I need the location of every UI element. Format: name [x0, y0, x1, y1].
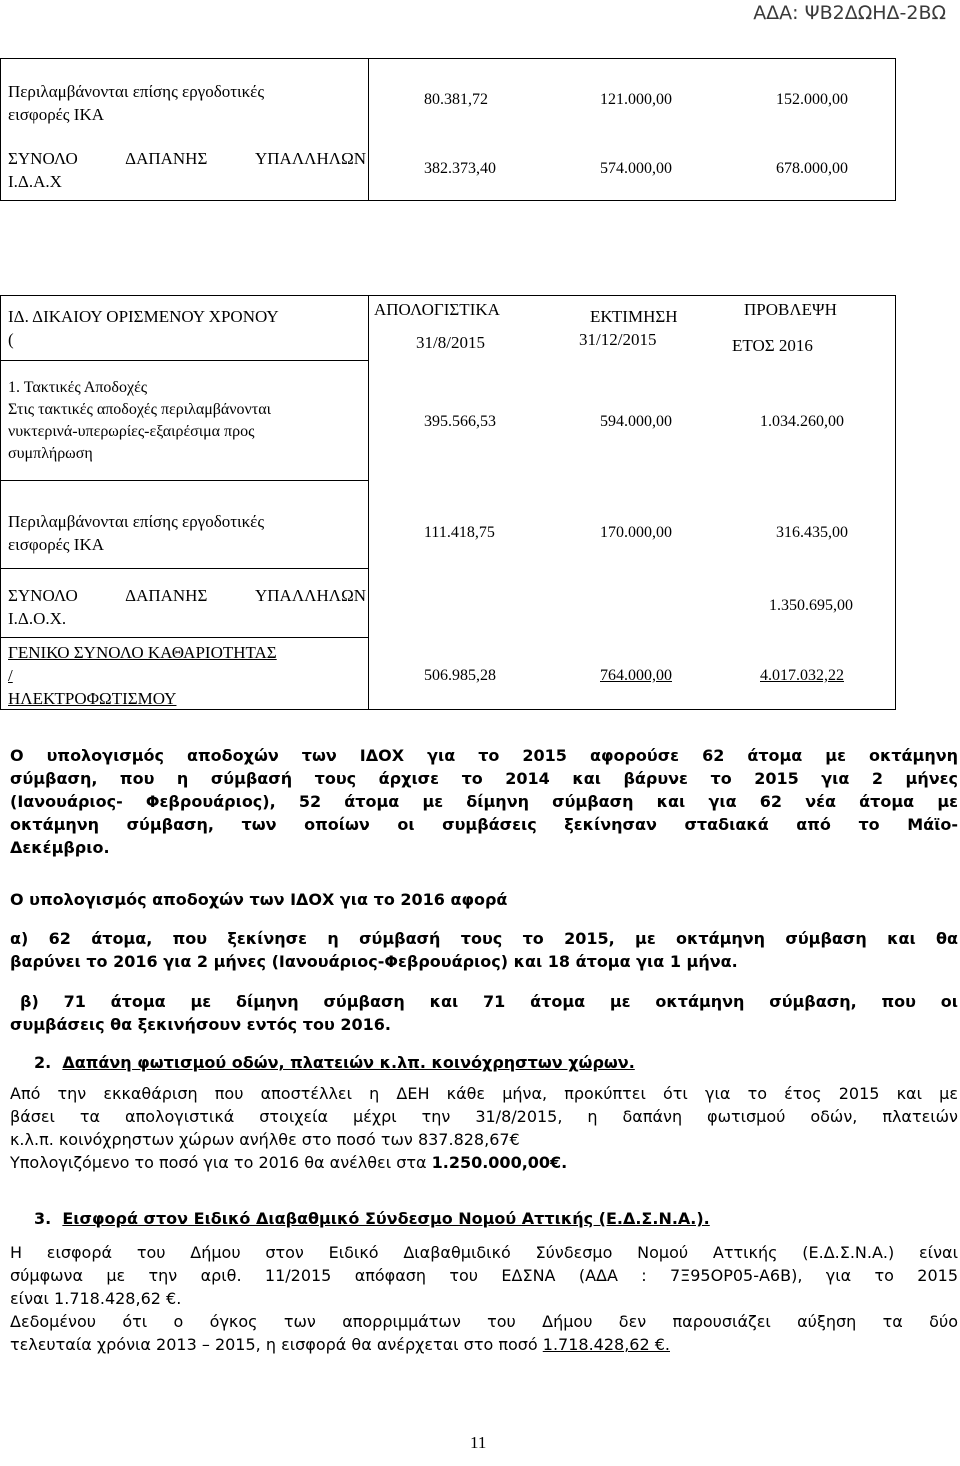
paragraph-item-b: β) 71 άτομα με δίμηνη σύμβαση και 71 άτομα με οκτάμηνη σύμβαση, που οι συμβάσεις θα ξεκινήσουν εντός του 2016. — [10, 992, 958, 1034]
idax-actual-value: 382.373,40 — [424, 160, 496, 177]
col-header-actual-date: 31/8/2015 — [416, 333, 485, 352]
regular-pay-estimate: 594.000,00 — [600, 413, 672, 430]
regular-pay-forecast: 1.034.260,00 — [760, 413, 844, 430]
paragraph-edsna-details: Η εισφορά του Δήμου στον Ειδικό Διαβαθμιδικό Σύνδεσμο Νομού Αττικής (Ε.Δ.Σ.Ν.Α.) είναι σύμφωνα με την αριθ. 11/2015 απόφαση του ΕΔΣΝΑ (ΑΔΑ : 7Ξ95ΟΡ05-Α6Β), για το 2015 είναι 1.718.428,62 €. Δεδομένου ότι ο όγκος των απορριμμάτων του Δήμου δεν παρουσιάζει αύξηση τα δύο τελευταία χρόνια 2013 – 2015, η εισφορά θα ανέρχεται στο ποσό 1.718.428,62 €. — [10, 1243, 958, 1354]
row-grand-total-label: ΓΕΝΙΚΟ ΣΥΝΟΛΟ ΚΑΘΑΡΙΟΤΗΤΑΣ / ΗΛΕΚΤΡΟΦΩΤΙΣΜΟΥ — [8, 643, 277, 708]
idox-ika-actual: 111.418,75 — [424, 524, 495, 541]
idox-total-forecast: 1.350.695,00 — [769, 597, 853, 614]
paragraph-item-a: α) 62 άτομα, που ξεκίνησε η σύμβασή τους το 2015, με οκτάμηνη σύμβαση και θα βαρύνει το 2016 για 2 μήνες (Ιανουάριος-Φεβρουάριος) και 18 άτομα για 1 μήνα. — [10, 929, 958, 971]
table-row-ika-label: Περιλαμβάνονται επίσης εργοδοτικές εισφορές ΙΚΑ — [8, 82, 265, 124]
idax-estimate-value: 574.000,00 — [600, 160, 672, 177]
row-regular-pay-label: 1. Τακτικές Αποδοχές Στις τακτικές αποδοχές περιλαμβάνονται νυκτερινά-υπερωρίες-εξαιρέσιμα προς συμπλήρωση — [8, 379, 271, 462]
ika-actual-value: 80.381,72 — [424, 91, 488, 108]
paragraph-idox-2016-intro: Ο υπολογισμός αποδοχών των ΙΔΟΧ για το 2016 αφορά — [10, 890, 508, 909]
table-row-total-idax-label: ΣΥΝΟΛΟ ΔΑΠΑΝΗΣ ΥΠΑΛΛΗΛΩΝ Ι.Δ.Α.Χ — [8, 149, 366, 191]
regular-pay-actual: 395.566,53 — [424, 413, 496, 430]
col-header-forecast: ΠΡΟΒΛΕΨΗ — [744, 300, 837, 319]
row-total-idox-label: ΣΥΝΟΛΟ ΔΑΠΑΝΗΣ ΥΠΑΛΛΗΛΩΝ Ι.Δ.Ο.Χ. — [8, 586, 366, 628]
col-header-actual: ΑΠΟΛΟΓΙΣΤΙΚΑ — [374, 300, 500, 319]
col-header-forecast-year: ΕΤΟΣ 2016 — [732, 336, 813, 355]
ika-estimate-value: 121.000,00 — [600, 91, 672, 108]
grand-total-estimate: 764.000,00 — [600, 667, 672, 684]
row-ika-label: Περιλαμβάνονται επίσης εργοδοτικές εισφορές ΙΚΑ — [8, 512, 265, 554]
idox-ika-estimate: 170.000,00 — [600, 524, 672, 541]
paragraph-idox-2015: Ο υπολογισμός αποδοχών των ΙΔΟΧ για το 2015 αφορούσε 62 άτομα με οκτάμηνη σύμβαση, που η σύμβασή τους άρχισε το 2014 και βάρυνε το 2015 για 2 μήνες (Ιανουάριος- Φεβρουάριος), 52 άτομα με δίμηνη σύμβαση και για 62 νέα άτομα με οκτάμηνη σύμβαση, των οποίων οι συμβάσεις ξεκίνησαν σταδιακά από το Μάϊο- Δεκέμβριο. — [10, 746, 958, 857]
heading-edsna-contribution: 3. Εισφορά στον Ειδικό Διαβαθμικό Σύνδεσμο Νομού Αττικής (Ε.Δ.Σ.Ν.Α.). — [34, 1209, 710, 1228]
page-number: 11 — [470, 1433, 487, 1452]
col-header-estimate-date: 31/12/2015 — [579, 330, 657, 349]
section-title: ΙΔ. ΔΙΚΑΙΟΥ ΟΡΙΣΜΕΝΟΥ ΧΡΟΝΟΥ ( — [8, 307, 279, 349]
grand-total-forecast: 4.017.032,22 — [760, 667, 844, 684]
ada-header: ΑΔΑ: ΨΒ2ΔΩΗΔ-2ΒΩ — [753, 2, 946, 24]
idax-forecast-value: 678.000,00 — [776, 160, 848, 177]
col-header-estimate: ΕΚΤΙΜΗΣΗ — [590, 307, 678, 326]
idox-ika-forecast: 316.435,00 — [776, 524, 848, 541]
ika-forecast-value: 152.000,00 — [776, 91, 848, 108]
paragraph-lighting-details: Από την εκκαθάριση που αποστέλλει η ΔΕΗ κάθε μήνα, προκύπτει ότι για το έτος 2015 και με βάσει τα απολογιστικά στοιχεία μέχρι την 31/8/2015, η δαπάνη φωτισμού οδών, πλατειών κ.λ.π. κοινόχρηστων χώρων ανήλθε στο ποσό των 837.828,67€ Υπολογιζόμενο το ποσό για το 2016 θα ανέλθει στα 1.250.000,00€. — [10, 1084, 958, 1172]
heading-lighting-expense: 2. Δαπάνη φωτισμού οδών, πλατειών κ.λπ. κοινόχρηστων χώρων. — [34, 1053, 635, 1072]
grand-total-actual: 506.985,28 — [424, 667, 496, 684]
